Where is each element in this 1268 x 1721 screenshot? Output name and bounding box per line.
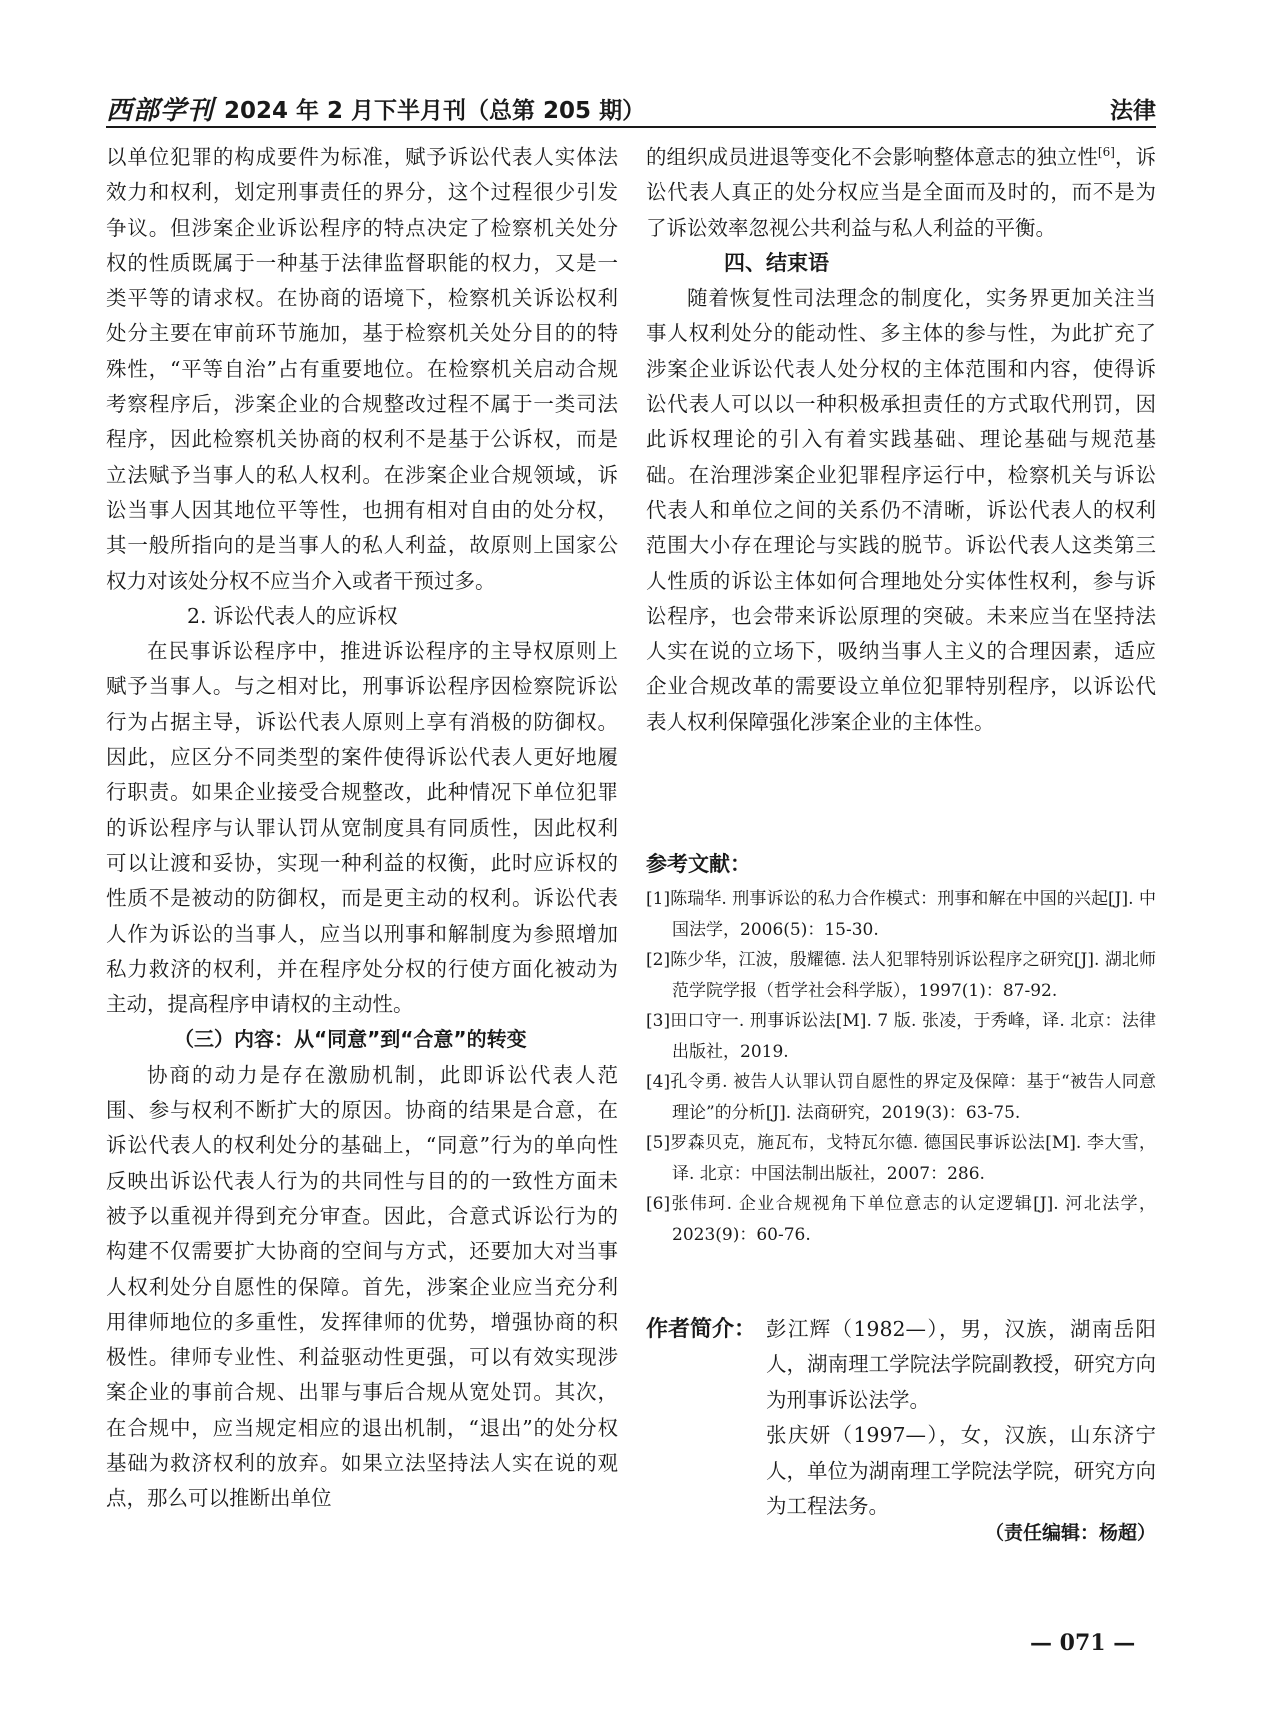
author-bio: 彭江辉（1982—），男，汉族，湖南岳阳人，湖南理工学院法学院副教授，研究方向为刑事诉讼法学。 <box>766 1317 1156 1412</box>
paragraph: 以单位犯罪的构成要件为标准，赋予诉讼代表人实体法效力和权利，划定刑事责任的界分，这个过程很少引发争议。但涉案企业诉讼程序的特点决定了检察机关处分权的性质既属于一种基于法律监督职能的权力，又是一类平等的请求权。在协商的语境下，检察机关诉讼权利处分主要在审前环节施加，基于检察机关处分目的的特殊性，“平等自治”占有重要地位。在检察机关启动合规考察程序后，涉案企业的合规整改过程不属于一类司法程序，因此检察机关协商的权利不是基于公诉权，而是立法赋予当事人的私人权利。在涉案企业合规领域，诉讼当事人因其地位平等性，也拥有相对自由的处分权，其一般所指向的是当事人的私人利益，故原则上国家公权力对该处分权不应当介入或者干预过多。 <box>106 145 618 593</box>
section-heading: （三）内容：从“同意”到“合意”的转变 <box>174 1027 527 1052</box>
citation-mark[interactable]: [6] <box>1097 145 1115 160</box>
paragraph: 协商的动力是存在激励机制，此即诉讼代表人范围、参与权利不断扩大的原因。协商的结果是合意，在诉讼代表人的权利处分的基础上，“同意”行为的单向性反映出诉讼代表人行为的共同性与目的的一致性方面未被予以重视并得到充分审查。因此，合意式诉讼行为的构建不仅需要扩大协商的空间与方式，还要加大对当事人权利处分自愿性的保障。首先，涉案企业应当充分利用律师地位的多重性，发挥律师的优势，增强协商的积极性。律师专业性、利益驱动性更强，可以有效实现涉案企业的事前合规、出罪与事后合规从宽处罚。其次，在合规中，应当规定相应的退出机制，“退出”的处分权基础为救济权利的放弃。如果立法坚持法人实在说的观点，那么可以推断出单位 <box>106 1062 618 1511</box>
section-heading: 四、结束语 <box>724 250 829 275</box>
author-label: 作者简介： <box>646 1317 757 1342</box>
reference-item: [1]陈瑞华. 刑事诉讼的私力合作模式：刑事和解在中国的兴起[J]. 中国法学，2006(5)：15-30. <box>646 889 1156 940</box>
subsection-heading: 2. 诉讼代表人的应诉权 <box>187 603 398 628</box>
reference-item: [3]田口守一. 刑事诉讼法[M]. 7 版. 张凌，于秀峰，译. 北京：法律出版社，2019. <box>646 1011 1156 1062</box>
section-label: 法律 <box>1110 98 1156 124</box>
reference-item: [4]孔令勇. 被告人认罪认罚自愿性的界定及保障：基于“被告人同意理论”的分析[J]. 法商研究，2019(3)：63-75. <box>646 1072 1156 1123</box>
references-title: 参考文献： <box>646 852 751 876</box>
header-rule <box>106 126 1156 128</box>
author-bio: 张庆妍（1997—），女，汉族，山东济宁人，单位为湖南理工学院法学院，研究方向为工程法务。 <box>766 1423 1156 1519</box>
left-column <box>106 140 618 1517</box>
author-info <box>766 1312 1156 1524</box>
reference-item: [6]张伟珂. 企业合规视角下单位意志的认定逻辑[J]. 河北法学，2023(9)：60-76. <box>646 1194 1156 1245</box>
reference-item: [2]陈少华，江波，殷耀德. 法人犯罪特别诉讼程序之研究[J]. 湖北师范学院学报（哲学社会科学版），1997(1)：87-92. <box>646 950 1156 1001</box>
paragraph: 的组织成员进退等变化不会影响整体意志的独立性[6]，诉讼代表人真正的处分权应当是全面而及时的，而不是为了诉讼效率忽视公共利益与私人利益的平衡。 <box>646 145 1157 240</box>
paragraph: 随着恢复性司法理念的制度化，实务界更加关注当事人权利处分的能动性、多主体的参与性，为此扩充了涉案企业诉讼代表人处分权的主体范围和内容，使得诉讼代表人可以以一种积极承担责任的方式取代刑罚，因此诉权理论的引入有着实践基础、理论基础与规范基础。在治理涉案企业犯罪程序运行中，检察机关与诉讼代表人和单位之间的关系仍不清晰，诉讼代表人的权利范围大小存在理论与实践的脱节。诉讼代表人这类第三人性质的诉讼主体如何合理地处分实体性权利，参与诉讼程序，也会带来诉讼原理的突破。未来应当在坚持法人实在说的立场下，吸纳当事人主义的合理因素，适应企业合规改革的需要设立单位犯罪特别程序，以诉讼代表人权利保障强化涉案企业的主体性。 <box>646 286 1156 734</box>
right-column <box>646 140 1156 740</box>
reference-list <box>646 884 1156 1250</box>
paragraph: 在民事诉讼程序中，推进诉讼程序的主导权原则上赋予当事人。与之相对比，刑事诉讼程序因检察院诉讼行为占据主导，诉讼代表人原则上享有消极的防御权。因此，应区分不同类型的案件使得诉讼代表人更好地履行职责。如果企业接受合规整改，此种情况下单位犯罪的诉讼程序与认罪认罚从宽制度具有同质性，因此权利可以让渡和妥协，实现一种利益的权衡，此时应诉权的性质不是被动的防御权，而是更主动的权利。诉讼代表人作为诉讼的当事人，应当以刑事和解制度为参照增加私力救济的权利，并在程序处分权的行使方面化被动为主动，提高程序申请权的主动性。 <box>106 639 618 1017</box>
journal-logo: 西部学刊 <box>106 96 215 126</box>
responsible-editor: （责任编辑：杨超） <box>984 1522 1156 1544</box>
page-header <box>106 88 1156 128</box>
issue-info: 2024 年 2 月下半月刊（总第 205 期） <box>224 98 646 124</box>
page-number: — 071 — <box>1030 1630 1136 1656</box>
reference-item: [5]罗森贝克，施瓦布，戈特瓦尔德. 德国民事诉讼法[M]. 李大雪，译. 北京：中国法制出版社，2007：286. <box>646 1133 1156 1184</box>
